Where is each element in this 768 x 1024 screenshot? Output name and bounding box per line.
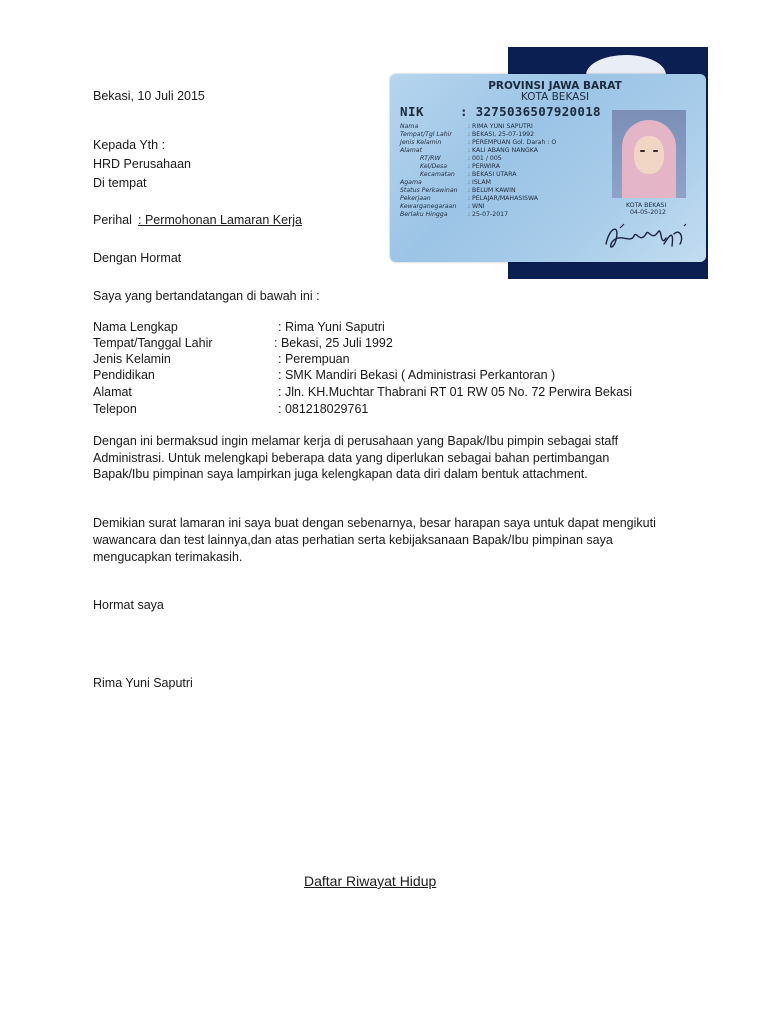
detail-value: : 081218029761 [278,402,369,416]
detail-label: Jenis Kelamin [93,352,171,366]
subject-value: : Permohonan Lamaran Kerja [138,213,302,227]
card-field-value: : BEKASI UTARA [468,171,517,178]
card-field-label: Pekerjaan [400,195,431,202]
photo-face [634,136,664,174]
recipient-place: Di tempat [93,176,147,190]
card-field-value: : RIMA YUNI SAPUTRI [468,123,533,130]
detail-label: Tempat/Tanggal Lahir [93,336,213,350]
card-field-value: : PEREMPUAN Gol. Darah : O [468,139,557,146]
signature-scribble [600,214,696,256]
card-field-label: Status Perkawinan [400,187,458,194]
closing: Hormat saya [93,598,164,612]
card-field-value: : ISLAM [468,179,491,186]
card-field-value: : PERWIRA [468,163,500,170]
card-city: KOTA BEKASI [520,91,590,103]
card-field-value: : 001 / 005 [468,155,502,162]
paragraph-line: wawancara dan test lainnya,dan atas perhatian serta kebijaksanaan Bapak/Ibu pimpinan saya [93,533,613,547]
paragraph-line: Dengan ini bermaksud ingin melamar kerja di perusahaan yang Bapak/Ibu pimpin sebagai staff [93,434,619,448]
recipient-line: Kepada Yth : [93,138,166,152]
card-nik-label: NIK [400,104,425,119]
detail-value: : Jln. KH.Muchtar Thabrani RT 01 RW 05 No. 72 Perwira Bekasi [278,385,633,399]
card-field-label: Agama [400,179,422,186]
intro-line: Saya yang bertandatangan di bawah ini : [93,289,320,303]
detail-label: Alamat [93,385,132,399]
detail-value: : SMK Mandiri Bekasi ( Administrasi Perkantoran ) [278,368,556,382]
subject-label: Perihal [93,213,132,227]
recipient-company: HRD Perusahaan [93,157,191,171]
card-field-label: Alamat [400,147,422,154]
id-card [390,74,706,262]
greeting: Dengan Hormat [93,251,182,265]
card-field-label: Nama [400,123,419,130]
paragraph-line: Demikian surat lamaran ini saya buat dengan sebenarnya, besar harapan saya untuk dapat mengikuti [93,516,656,530]
card-field-value: : WNI [468,203,485,210]
paragraph-line: Bapak/Ibu pimpinan saya lampirkan juga kelengkapan data diri dalam bentuk attachment. [93,467,588,481]
detail-label: Nama Lengkap [93,320,178,334]
signature-name: Rima Yuni Saputri [93,676,193,690]
card-field-value: : PELAJAR/MAHASISWA [468,195,538,202]
paragraph-line: Administrasi. Untuk melengkapi beberapa data yang diperlukan sebagai bahan pertimbangan [93,451,610,465]
detail-value: : Rima Yuni Saputri [278,320,385,334]
detail-value: : Bekasi, 25 Juli 1992 [274,336,393,350]
place-date: Bekasi, 10 Juli 2015 [93,89,205,103]
cv-title: Daftar Riwayat Hidup [304,873,437,889]
card-field-label: Kel/Desa [420,163,448,170]
card-field-label: Kewarganegaraan [400,203,457,210]
card-field-value: : 25-07-2017 [468,211,509,218]
card-field-label: Kecamatan [420,171,455,178]
photo-eye [640,150,645,152]
card-field-value: : BEKASI, 25-07-1992 [468,131,535,138]
card-field-label: Jenis Kelamin [400,139,442,146]
paragraph-line: mengucapkan terimakasih. [93,550,243,564]
card-field-value: : KALI ABANG NANGKA [468,147,539,154]
detail-label: Telepon [93,402,137,416]
card-nik-value: : 3275036507920018 [460,104,601,119]
card-field-label: Berlaku Hingga [400,211,448,218]
detail-label: Pendidikan [93,368,155,382]
card-field-label: RT/RW [420,155,441,162]
card-issue-date: 04-05-2012 [630,209,666,216]
card-province: PROVINSI JAWA BARAT [488,80,622,92]
card-field-label: Tempat/Tgl Lahir [400,131,452,138]
detail-value: : Perempuan [278,352,350,366]
id-photo [612,110,686,198]
card-issue-city: KOTA BEKASI [626,202,667,209]
photo-eye [653,150,658,152]
card-field-value: : BELUM KAWIN [468,187,516,194]
